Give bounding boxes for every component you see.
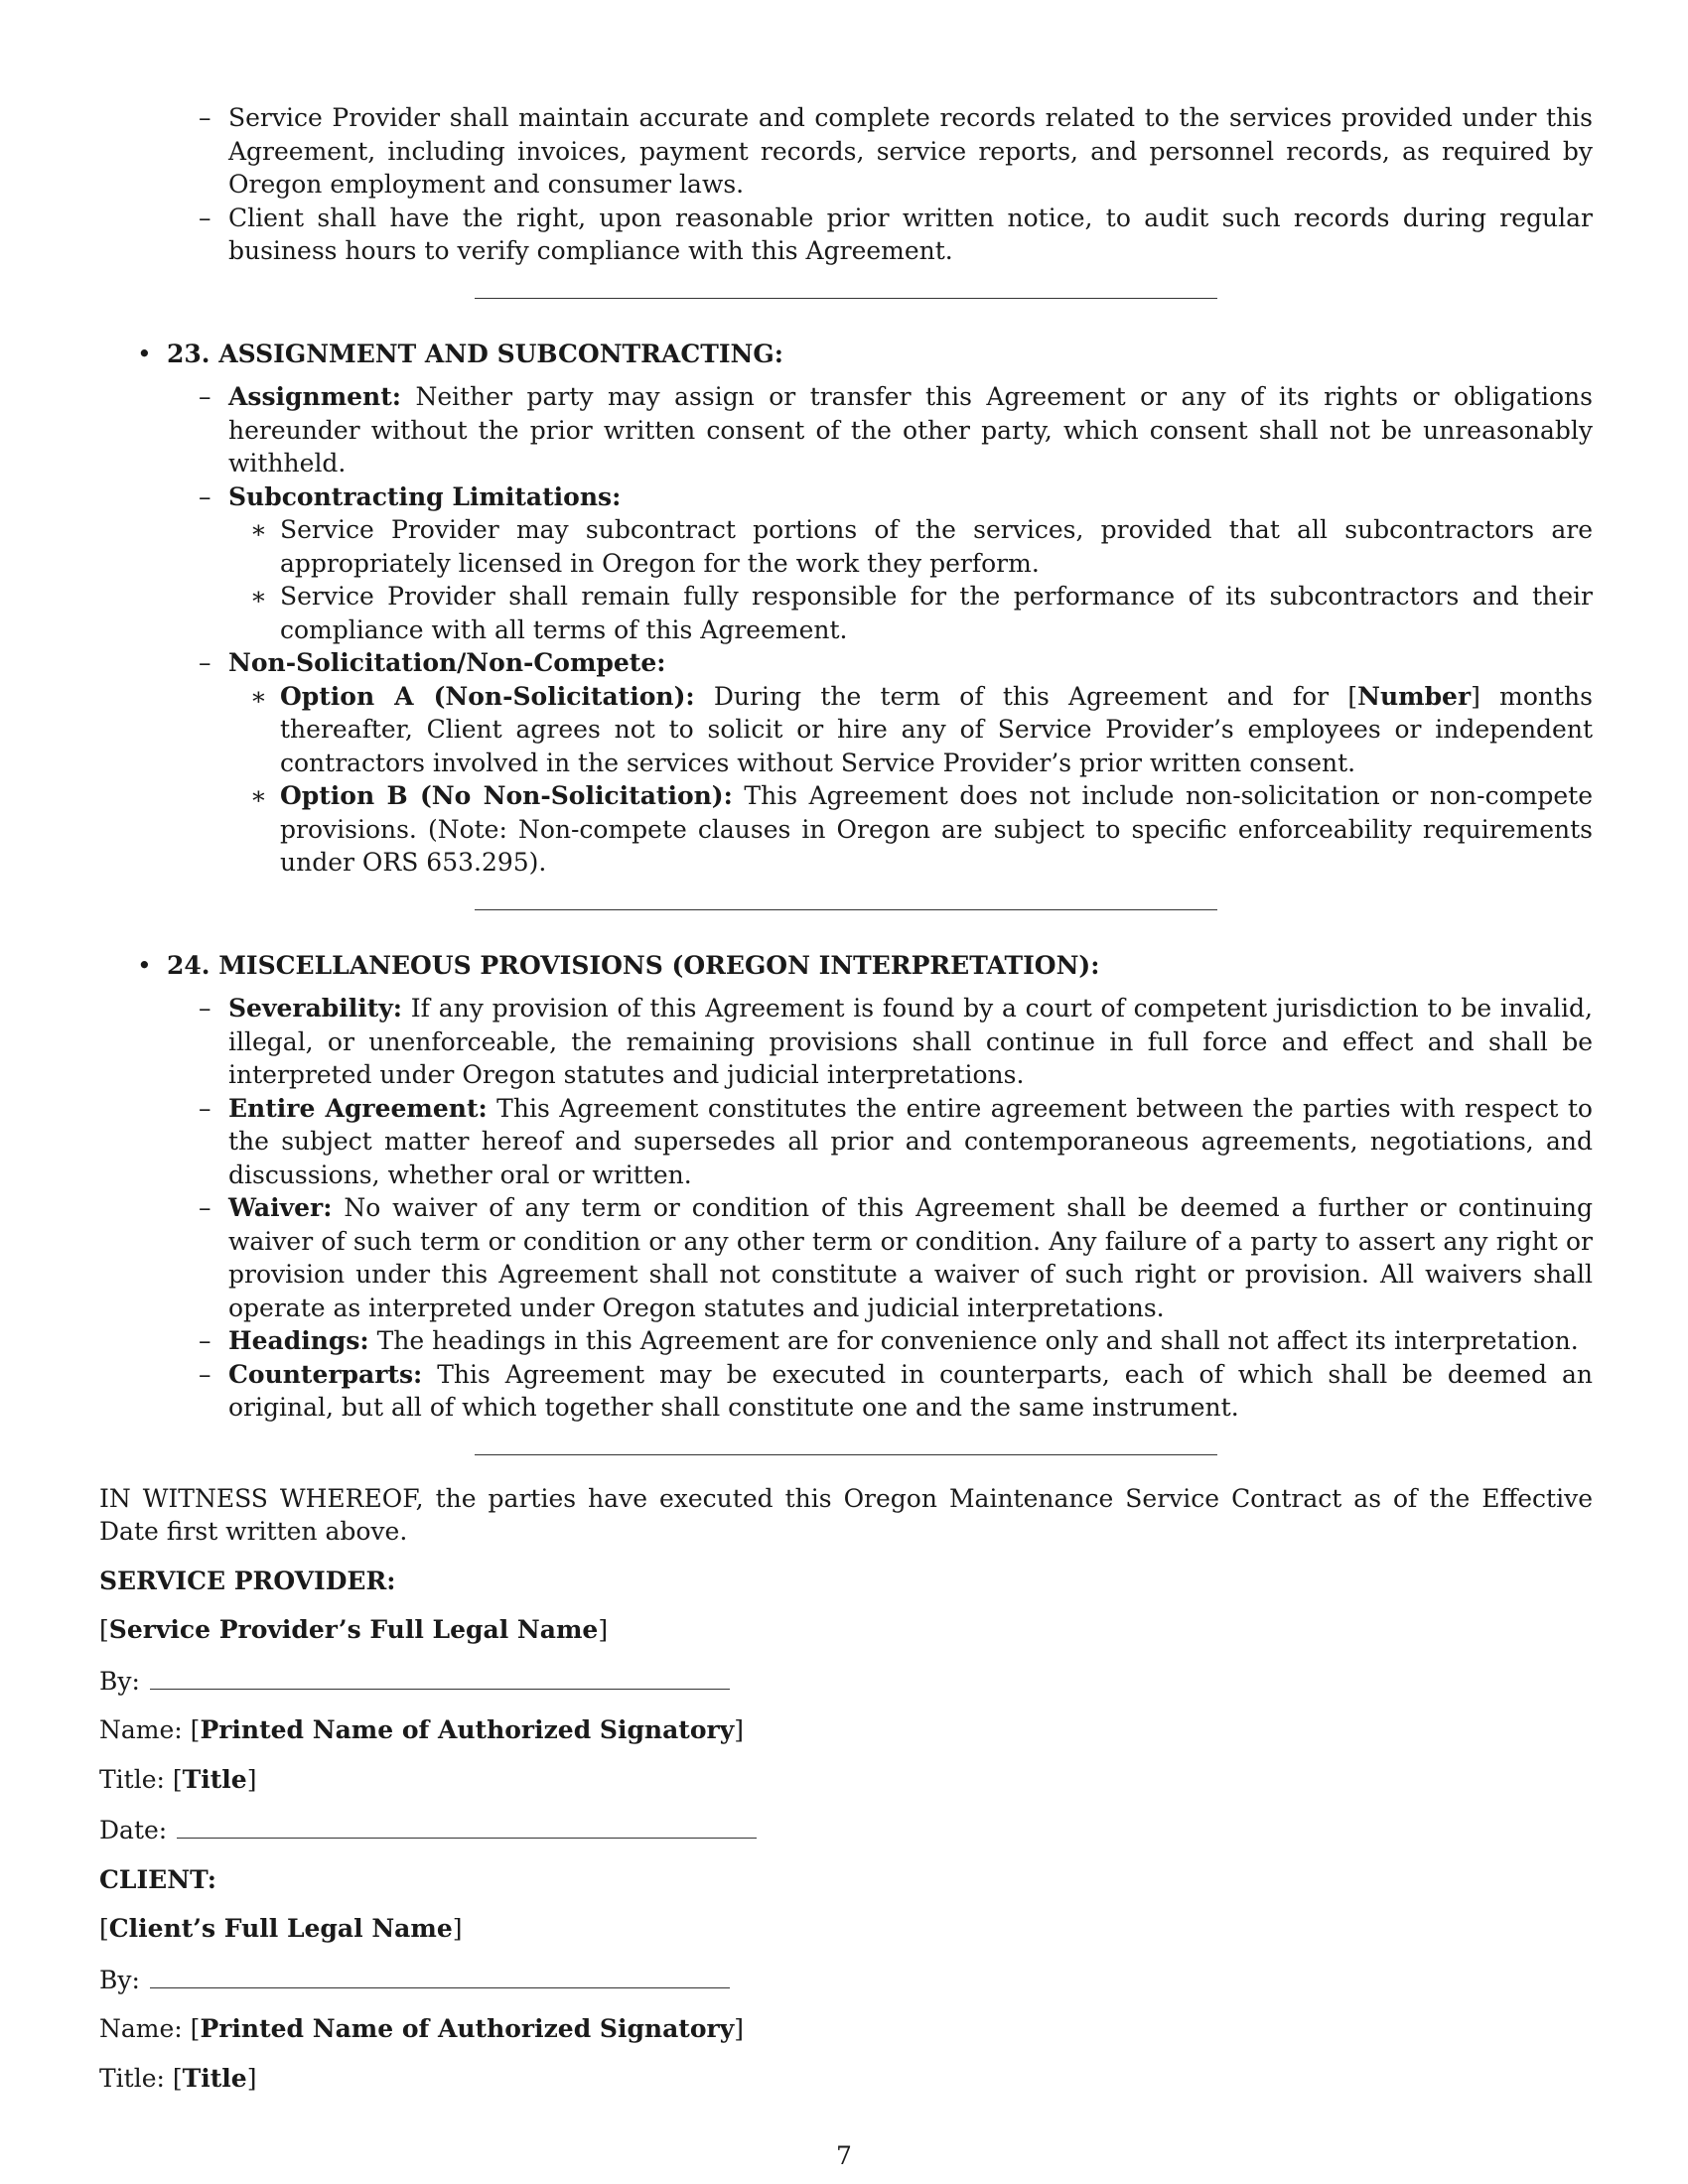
divider: [99, 893, 1593, 927]
subcontracting-list: [228, 513, 1593, 646]
dash-marker: –: [199, 103, 211, 132]
list-item: – Severability: If any provision of this Agreement is found by a court of competent jurisdiction to be invalid, illegal, or unenforceable, the remaining provisions shall continue in full force and effect and shall be interpreted under Oregon statutes and judicial interpretations.: [199, 994, 1593, 1089]
client-heading: CLIENT:: [99, 1864, 217, 1894]
dash-marker: –: [199, 481, 211, 511]
list-item: – Service Provider shall maintain accurate and complete records related to the services provided under this Agreement, including invoices, payment records, service reports, and personnel records, as required by Oregon employment and consumer laws.: [199, 103, 1593, 199]
client-signatory: Name: [Printed Name of Authorized Signatory]: [99, 2014, 744, 2043]
dash-marker: –: [199, 1093, 211, 1123]
list-item: – Headings: The headings in this Agreement are for convenience only and shall not affect its interpretation.: [228, 1324, 1593, 1358]
page-number: 7: [836, 2141, 852, 2170]
star-marker: ∗: [250, 515, 267, 544]
dash-marker: –: [199, 382, 211, 411]
witness-clause: IN WITNESS WHEREOF, the parties have executed this Oregon Maintenance Service Contract as of the Effective Date first written above.: [99, 1483, 1593, 1546]
dash-marker: –: [199, 648, 211, 677]
service-provider-signatory: Name: [Printed Name of Authorized Signatory]: [99, 1715, 744, 1744]
divider: [99, 282, 1593, 316]
list-item: – Assignment: Neither party may assign or transfer this Agreement or any of its rights or obligations hereunder without the prior written consent of the other party, which consent shall not be unreasonably withheld.: [199, 382, 1593, 478]
list-item: – Client shall have the right, upon reasonable prior written notice, to audit such records during regular business hours to verify compliance with this Agreement.: [199, 203, 1593, 265]
dash-marker: –: [199, 1193, 211, 1222]
service-provider-by: By:: [99, 1663, 1593, 1699]
section-heading: 23. ASSIGNMENT AND SUBCONTRACTING:: [167, 339, 783, 368]
list-item: – Counterparts: This Agreement may be executed in counterparts, each of which shall be deemed an original, but all of which together shall constitute one and the same instrument.: [199, 1359, 1593, 1422]
list-item: – Waiver: No waiver of any term or condition of this Agreement shall be deemed a further or continuing waiver of such term or condition or any other term or condition. Any failure of a party to assert any right or provision under this Agreement shall not constitute a waiver of such right or provision. All waivers shall operate as interpreted under Oregon statutes and judicial interpretations.: [199, 1193, 1593, 1322]
list-item: – Non-Solicitation/Non-Compete: ∗ Option A (Non-Solicitation): During the term of this Agreement and for [Number] months thereafter, Client agrees not to solicit or hire any of Service Provider’s employees or independent contractors involved in the services without Service Provider’s prior written consent. ∗ Option B (No Non-Solicitation): This Agreement does not include non-solicitation or non-compete provisions. (Note: Non-compete clauses in Oregon are subject to specific enforceability requirements under ORS 653.295).: [228, 646, 1593, 880]
star-marker: ∗: [250, 681, 267, 711]
divider: [99, 1438, 1593, 1472]
service-provider-date: Date:: [99, 1812, 1593, 1847]
section-24-list: [99, 992, 1593, 1425]
star-marker: ∗: [250, 582, 267, 611]
list-item: – Entire Agreement: This Agreement constitutes the entire agreement between the parties with respect to the subject matter hereof and supersedes all prior and contemporaneous agreements, negotiations, and discussions, whether oral or written.: [199, 1093, 1593, 1189]
service-provider-title: Title: [Title]: [99, 1764, 257, 1794]
service-provider-heading: SERVICE PROVIDER:: [99, 1566, 396, 1595]
section-23: [99, 338, 1593, 371]
list-item: ∗ Option B (No Non-Solicitation): This Agreement does not include non-solicitation or non-compete provisions. (Note: Non-compete clauses in Oregon are subject to specific enforceability requirements under ORS 653.295).: [250, 781, 1593, 877]
dash-marker: –: [199, 994, 211, 1023]
nonsolicit-list: [228, 680, 1593, 880]
bullet-marker: •: [137, 950, 152, 980]
records-list: [99, 101, 1593, 268]
signature-line[interactable]: [150, 1663, 730, 1690]
list-item: ∗ Service Provider shall remain fully responsible for the performance of its subcontractors and their compliance with all terms of this Agreement.: [250, 582, 1593, 644]
section-24: [99, 949, 1593, 983]
service-provider-name: [Service Provider’s Full Legal Name]: [99, 1615, 609, 1644]
list-item: – Subcontracting Limitations: ∗ Service Provider may subcontract portions of the services, provided that all subcontractors are appropriately licensed in Oregon for the work they perform. ∗ Service Provider shall remain fully responsible for the performance of its subcontractors and their compliance with all terms of this Agreement.: [228, 480, 1593, 647]
dash-marker: –: [199, 1326, 211, 1355]
list-item: ∗ Option A (Non-Solicitation): During the term of this Agreement and for [Number] months thereafter, Client agrees not to solicit or hire any of Service Provider’s employees or independent contractors involved in the services without Service Provider’s prior written consent.: [250, 681, 1593, 777]
dash-marker: –: [199, 203, 211, 232]
signature-line[interactable]: [150, 1962, 730, 1988]
section-23-list: [99, 380, 1593, 880]
page-content: [99, 101, 1593, 2095]
section-heading: 24. MISCELLANEOUS PROVISIONS (OREGON INTERPRETATION):: [167, 950, 1100, 980]
list-item: ∗ Service Provider may subcontract portions of the services, provided that all subcontractors are appropriately licensed in Oregon for the work they perform.: [250, 515, 1593, 578]
bullet-marker: •: [137, 339, 152, 368]
star-marker: ∗: [250, 781, 267, 810]
dash-marker: –: [199, 1359, 211, 1389]
date-line[interactable]: [177, 1812, 757, 1839]
client-by: By:: [99, 1962, 1593, 1997]
client-title: Title: [Title]: [99, 2063, 257, 2093]
client-name: [Client’s Full Legal Name]: [99, 1914, 463, 1943]
